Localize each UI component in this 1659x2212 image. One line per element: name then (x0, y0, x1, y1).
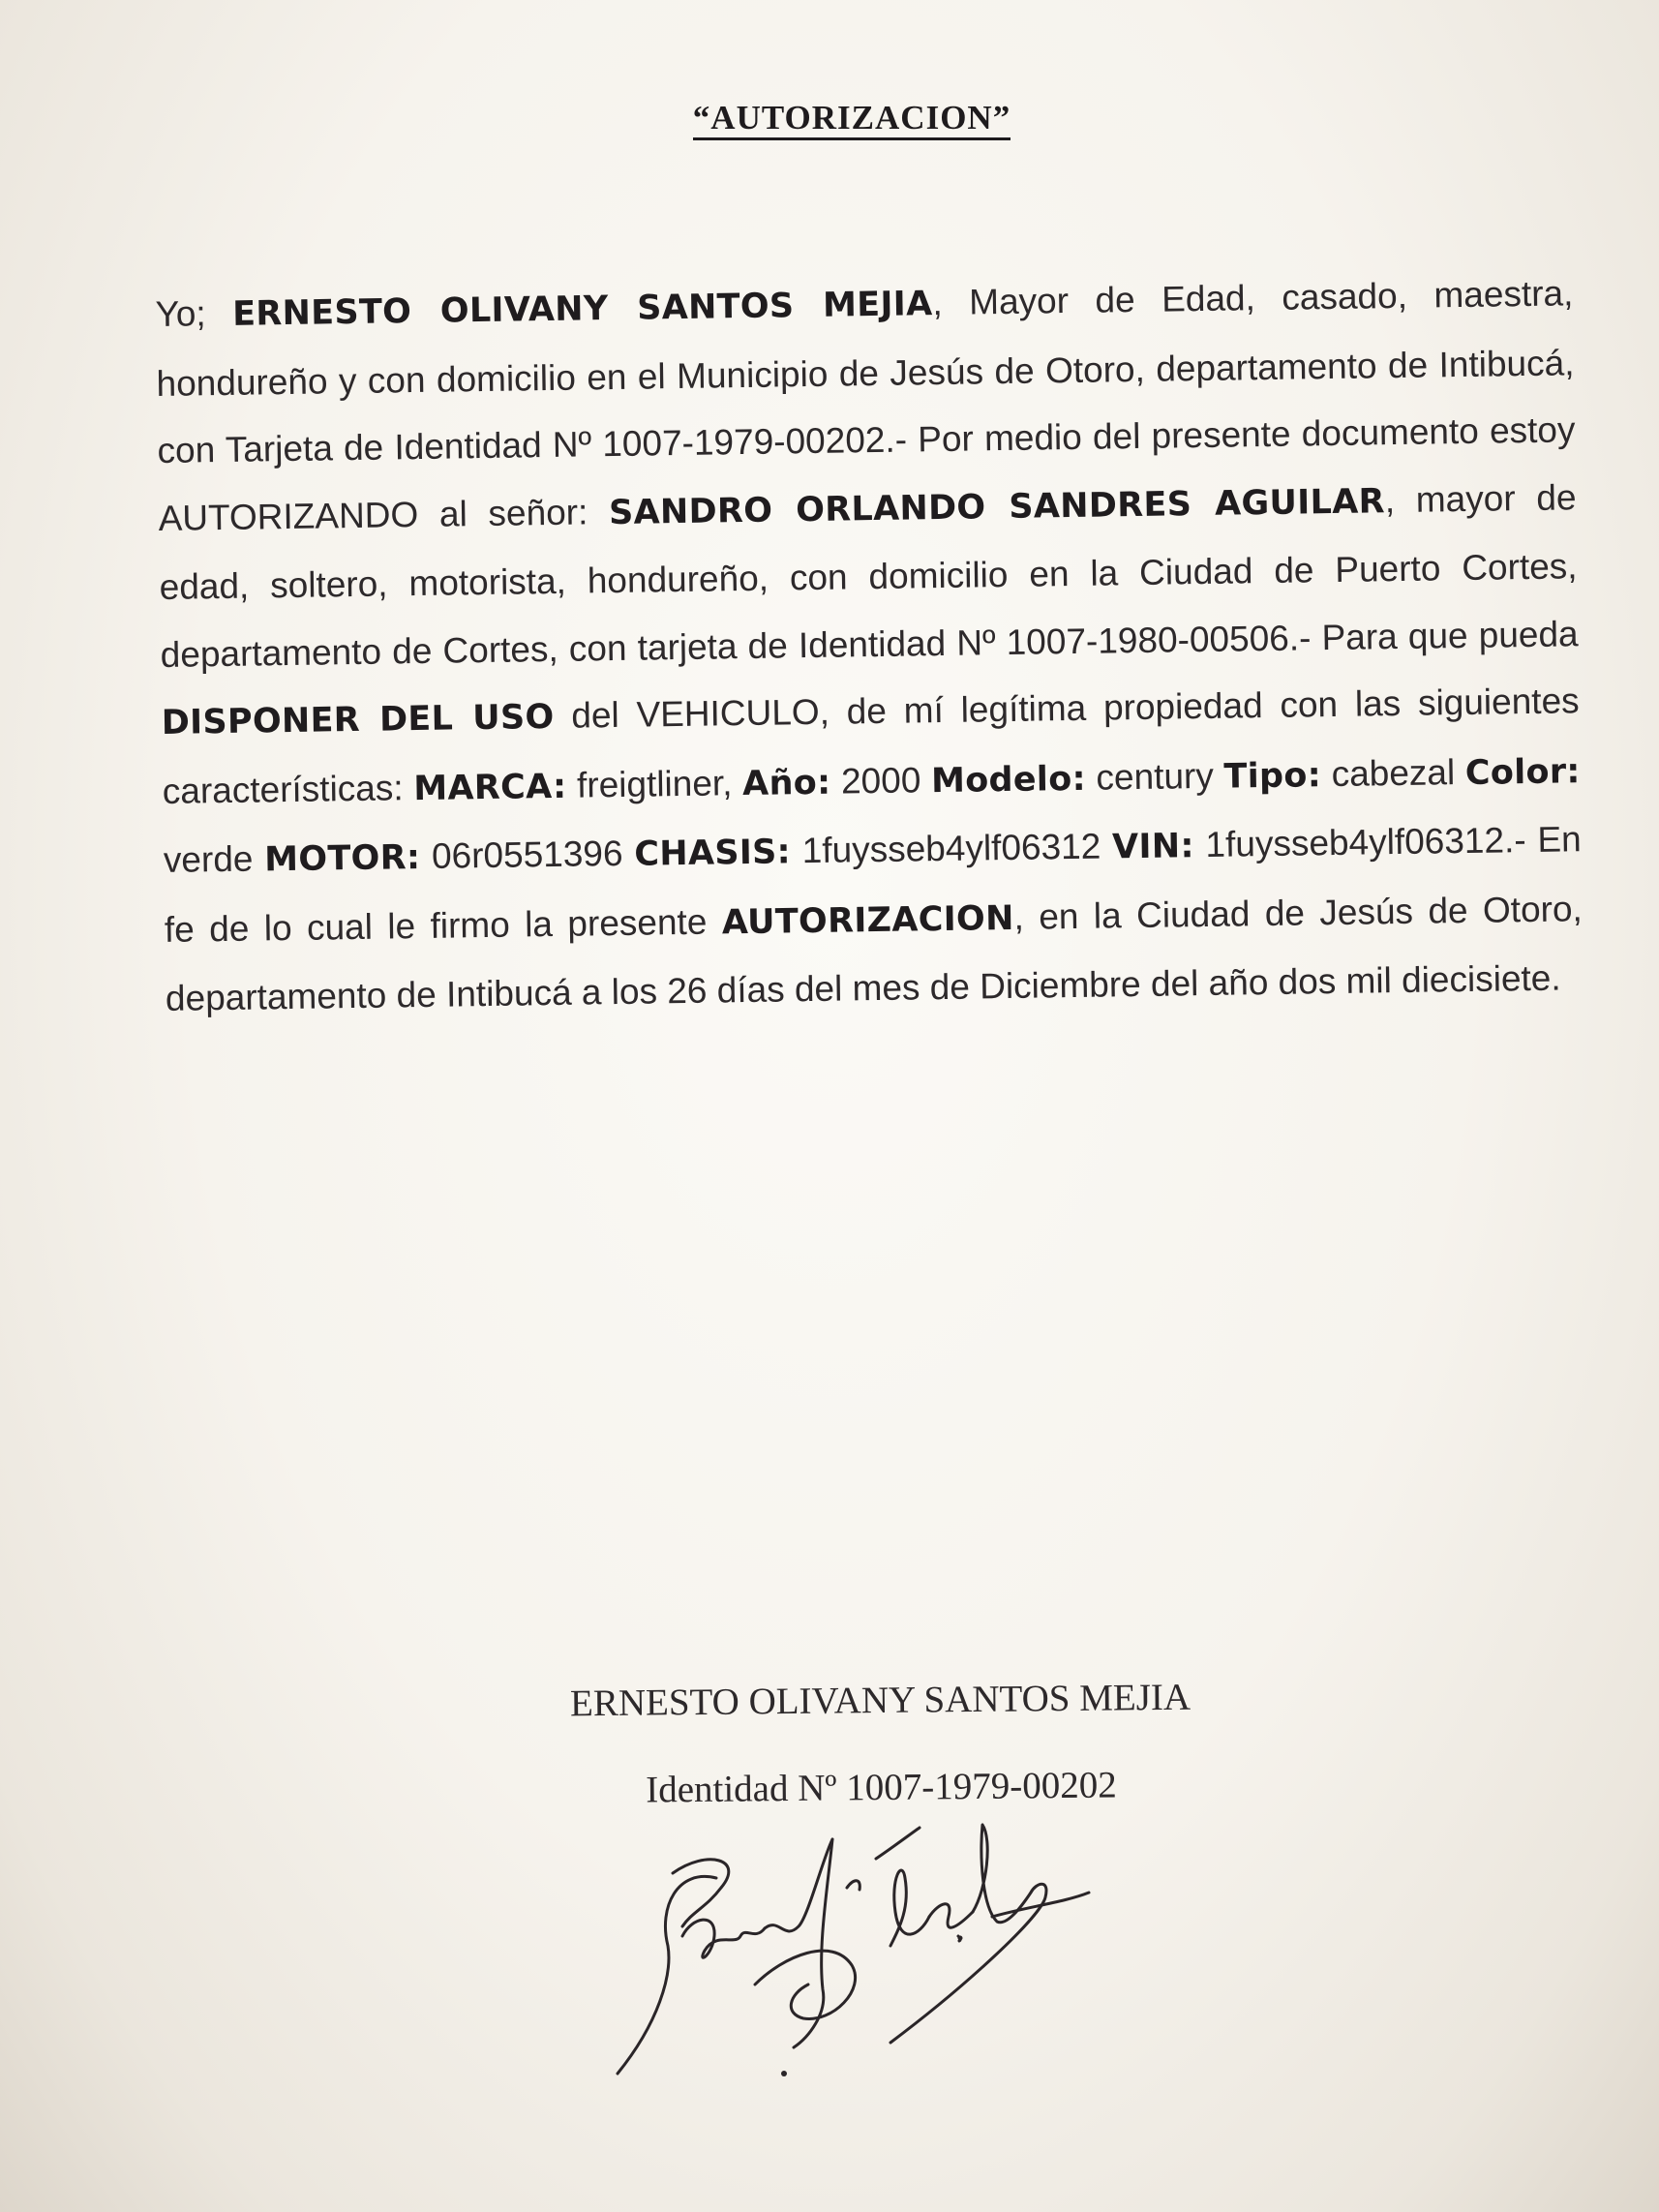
authorization-body (155, 259, 1584, 1032)
body-bold-segment: DISPONER DEL USO (161, 697, 555, 742)
document-title-text: “AUTORIZACION” (693, 99, 1010, 140)
body-text-segment: cabezal (1320, 751, 1466, 794)
body-text-segment: del VEHICULO, de mí legítima propiedad con las siguientes características: (162, 681, 1580, 811)
handwritten-signature (600, 1820, 1103, 2110)
body-text-segment: century (1085, 755, 1224, 798)
body-text-segment: 1fuysseb4ylf06312 (790, 826, 1113, 871)
body-bold-segment: CHASIS: (634, 833, 792, 874)
body-text-segment: 1fuysseb4ylf06312.- En fe de lo cual le firmo la presente (164, 819, 1583, 950)
body-bold-segment: VIN: (1111, 827, 1195, 867)
body-text-segment: 06r0551396 (419, 833, 635, 876)
body-text-segment: , mayor de edad, soltero, motorista, hondureño, con domicilio en la Ciudad de Puerto Cortes, departamento de Cortes, con tarjeta de Identidad Nº 1007-1980-00506.- Para que pueda (159, 476, 1579, 675)
body-text-segment: Yo; (155, 292, 233, 334)
signature-block (502, 1653, 1259, 1835)
body-bold-segment: Año: (741, 763, 831, 803)
body-bold-segment: MOTOR: (263, 837, 421, 880)
body-bold-segment: AUTORIZACION (721, 898, 1014, 942)
body-text-segment: verde (163, 838, 265, 880)
body-text-segment: , en la Ciudad de Jesús de Otoro, departamento de Intibucá a los 26 días del mes de Diciembre del año dos mil diecisiete. (165, 888, 1584, 1018)
body-text-segment: freigtliner, (566, 762, 743, 805)
signer-name: ERNESTO OLIVANY SANTOS MEJIA (569, 1676, 1191, 1725)
signer-id: Identidad Nº 1007-1979-00202 (645, 1764, 1117, 1811)
body-text-segment: 2000 (830, 759, 932, 802)
body-bold-segment: MARCA: (412, 767, 567, 808)
body-bold-segment: Modelo: (930, 759, 1087, 801)
body-bold-segment: SANDRO ORLANDO SANDRES AGUILAR (608, 481, 1386, 532)
body-bold-segment: Color: (1464, 751, 1581, 793)
body-text-segment: , Mayor de Edad, casado, maestra, hondureño y con domicilio en el Municipio de Jesús de Otoro, departamento de Intibucá, con Tarjeta de Identidad Nº 1007-1979-00202.- Por medio del presente documento estoy AUTORIZANDO al señor: (156, 273, 1576, 538)
body-bold-segment: Tipo: (1223, 755, 1322, 797)
document-title (0, 99, 1659, 137)
body-bold-segment: ERNESTO OLIVANY SANTOS MEJIA (231, 285, 933, 334)
